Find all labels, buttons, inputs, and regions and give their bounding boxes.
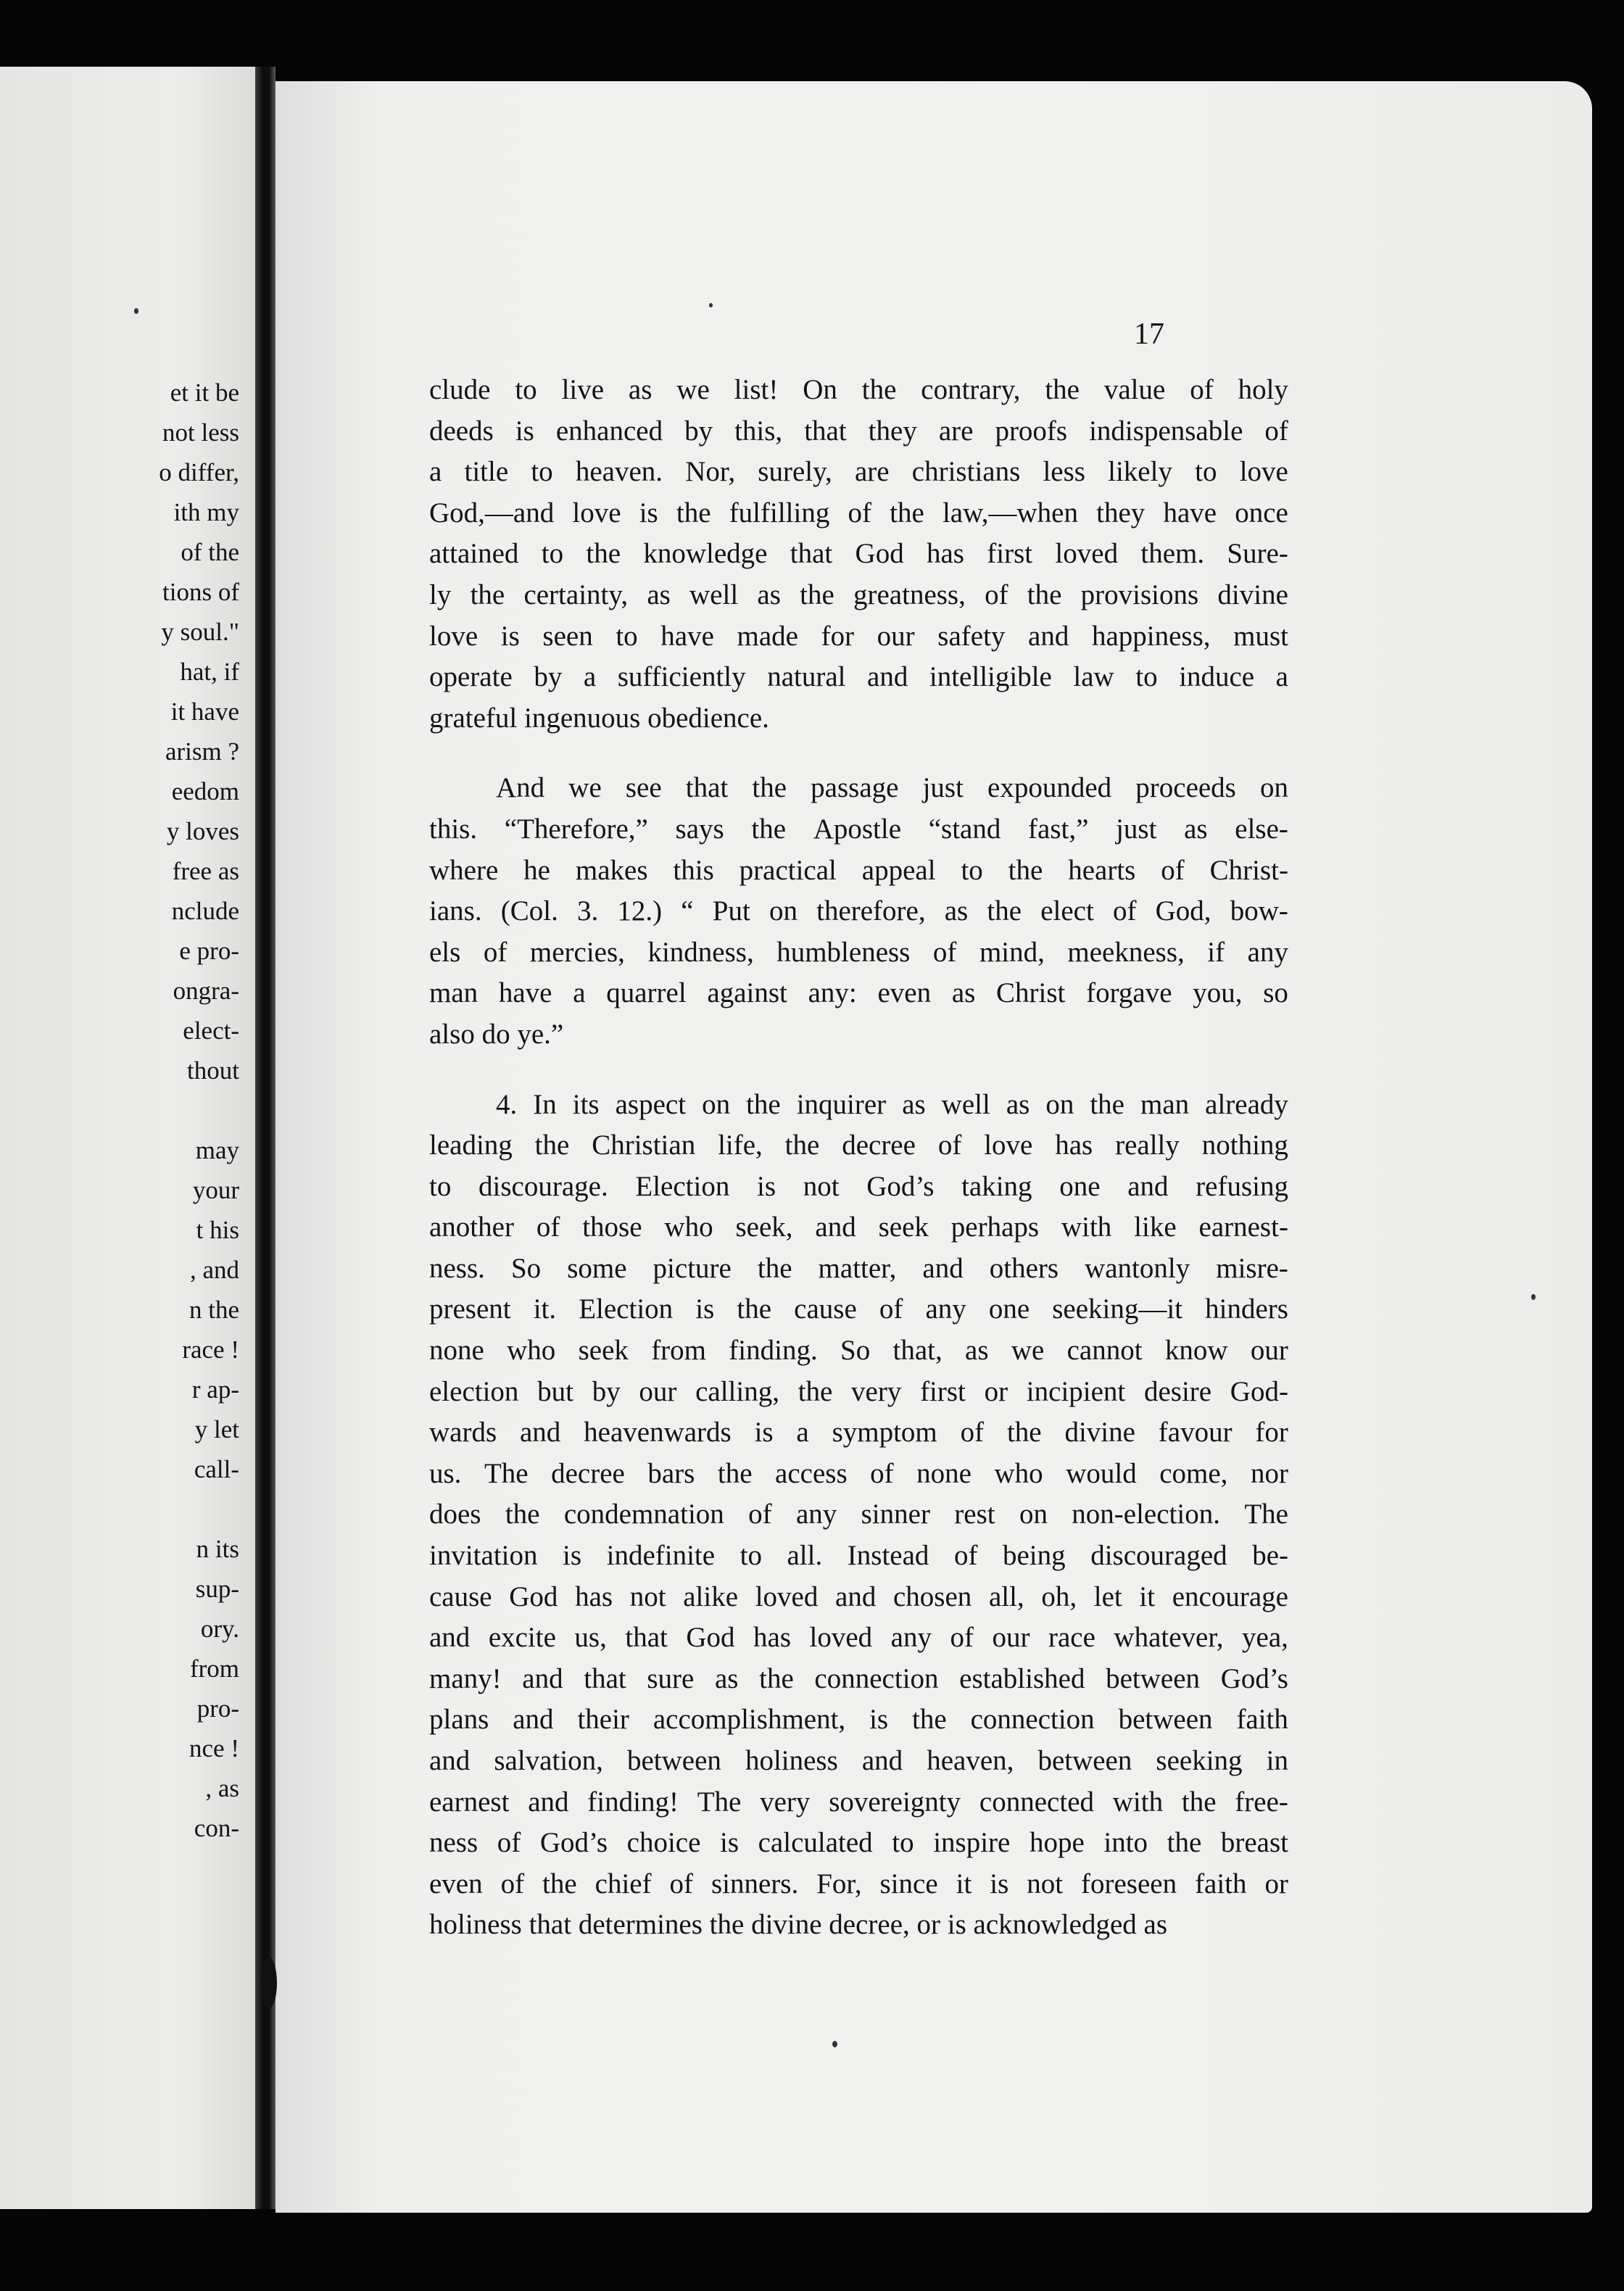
text-line: and salvation, between holiness and heaven, between seeking in xyxy=(429,1745,1288,1776)
scan-speck xyxy=(709,303,713,307)
scan-speck xyxy=(832,2041,837,2047)
scan-speck xyxy=(261,1958,277,2008)
previous-page-line-fragment: your xyxy=(192,1176,239,1204)
text-line: man have a quarrel against any: even as Christ forgave you, so xyxy=(429,977,1288,1009)
text-line: clude to live as we list! On the contrary, the value of holy xyxy=(429,374,1288,405)
previous-page-line-fragment: eedom xyxy=(171,777,239,805)
text-line: us. The decree bars the access of none who would come, nor xyxy=(429,1457,1288,1489)
text-line: deeds is enhanced by this, that they are proofs indispensable of xyxy=(429,415,1288,447)
text-line: ly the certainty, as well as the greatness, of the provisions divine xyxy=(429,579,1288,610)
text-line: cause God has not alike loved and chosen all, oh, let it encourage xyxy=(429,1580,1288,1612)
previous-page-line-fragment: y loves xyxy=(166,817,239,845)
previous-page-line-fragment: thout xyxy=(187,1056,239,1085)
previous-page-line-fragment: may xyxy=(195,1136,239,1164)
text-line: And we see that the passage just expounded proceeds on xyxy=(496,772,1288,804)
text-line: another of those who seek, and seek perhaps with like earnest- xyxy=(429,1211,1288,1243)
text-line: present it. Election is the cause of any one seeking—it hinders xyxy=(429,1293,1288,1325)
page-number: 17 xyxy=(1134,318,1164,351)
previous-page-line-fragment: e pro- xyxy=(179,937,239,965)
previous-page-line-fragment: free as xyxy=(172,857,239,885)
previous-page-line-fragment: n its xyxy=(196,1535,239,1563)
book-gutter xyxy=(255,67,276,2209)
text-line: plans and their accomplishment, is the connection between faith xyxy=(429,1704,1288,1736)
previous-page-line-fragment: of the xyxy=(181,538,239,566)
previous-page-line-fragment: nclude xyxy=(171,897,239,925)
text-line: 4. In its aspect on the inquirer as well as on the man already xyxy=(496,1088,1288,1120)
text-line: leading the Christian life, the decree of love has really nothing xyxy=(429,1130,1288,1161)
text-line: to discourage. Election is not God’s taking one and refusing xyxy=(429,1170,1288,1202)
text-line: God,—and love is the fulfilling of the law,—when they have once xyxy=(429,497,1288,529)
previous-page-line-fragment: , and xyxy=(189,1256,239,1284)
paragraph xyxy=(429,768,1288,1055)
text-line: even of the chief of sinners. For, since it is not foreseen faith or xyxy=(429,1868,1288,1900)
previous-page-line-fragment: y let xyxy=(194,1415,239,1443)
previous-page xyxy=(0,67,255,2209)
previous-page-line-fragment: t his xyxy=(196,1216,239,1244)
text-line: attained to the knowledge that God has first loved them. Sure- xyxy=(429,538,1288,570)
previous-page-line-fragment: nce ! xyxy=(189,1734,239,1762)
current-page xyxy=(276,81,1592,2213)
previous-page-line-fragment: r ap- xyxy=(191,1375,239,1404)
text-line: invitation is indefinite to all. Instead of being discouraged be- xyxy=(429,1540,1288,1572)
previous-page-line-fragment: n the xyxy=(188,1296,239,1324)
text-line: holiness that determines the divine decree, or is acknowledged as xyxy=(429,1909,1167,1941)
text-line: ness of God’s choice is calculated to inspire hope into the breast xyxy=(429,1827,1288,1859)
text-line: does the condemnation of any sinner rest on non-election. The xyxy=(429,1499,1288,1530)
previous-page-line-fragment: y soul." xyxy=(161,618,239,646)
previous-page-line-fragment xyxy=(0,1489,239,1529)
text-line: many! and that sure as the connection established between God’s xyxy=(429,1662,1288,1694)
previous-page-text xyxy=(0,373,239,1848)
text-line: earnest and finding! The very sovereignty connected with the free- xyxy=(429,1786,1288,1818)
text-line: love is seen to have made for our safety and happiness, must xyxy=(429,620,1288,652)
previous-page-line-fragment: sup- xyxy=(195,1575,239,1603)
text-line: ness. So some picture the matter, and others wantonly misre- xyxy=(429,1252,1288,1284)
paragraph xyxy=(429,370,1288,739)
text-line: also do ye.” xyxy=(429,1018,564,1050)
previous-page-line-fragment xyxy=(0,1090,239,1130)
previous-page-line-fragment: arism ? xyxy=(165,737,239,766)
previous-page-line-fragment: from xyxy=(189,1654,239,1683)
text-line: grateful ingenuous obedience. xyxy=(429,702,769,734)
text-line: none who seek from finding. So that, as we cannot know our xyxy=(429,1335,1288,1367)
scan-speck xyxy=(1531,1294,1536,1300)
text-line: a title to heaven. Nor, surely, are christians less likely to love xyxy=(429,456,1288,488)
previous-page-line-fragment: ongra- xyxy=(173,977,239,1005)
previous-page-line-fragment: ory. xyxy=(200,1615,239,1643)
page-body-text xyxy=(429,370,1288,1946)
previous-page-line-fragment: con- xyxy=(194,1814,239,1842)
text-line: where he makes this practical appeal to the hearts of Christ- xyxy=(429,854,1288,886)
previous-page-line-fragment: elect- xyxy=(183,1016,239,1045)
paragraph-gap xyxy=(429,739,1288,768)
previous-page-line-fragment: , as xyxy=(205,1774,239,1802)
text-line: els of mercies, kindness, humbleness of mind, meekness, if any xyxy=(429,936,1288,968)
previous-page-line-fragment: not less xyxy=(162,418,239,447)
previous-page-line-fragment: ith my xyxy=(173,498,239,526)
previous-page-line-fragment: race ! xyxy=(182,1335,239,1364)
previous-page-line-fragment: tions of xyxy=(162,578,239,606)
previous-page-line-fragment: et it be xyxy=(170,378,239,407)
previous-page-line-fragment: o differ, xyxy=(159,458,239,486)
text-line: wards and heavenwards is a symptom of the divine favour for xyxy=(429,1417,1288,1449)
text-line: this. “Therefore,” says the Apostle “stand fast,” just as else- xyxy=(429,813,1288,845)
previous-page-line-fragment: pro- xyxy=(196,1694,239,1723)
paragraph-gap xyxy=(429,1056,1288,1085)
previous-page-line-fragment: it have xyxy=(170,697,239,726)
text-line: operate by a sufficiently natural and intelligible law to induce a xyxy=(429,661,1288,693)
scan-speck xyxy=(134,308,138,314)
text-line: ians. (Col. 3. 12.) “ Put on therefore, as the elect of God, bow- xyxy=(429,895,1288,927)
text-line: and excite us, that God has loved any of our race whatever, yea, xyxy=(429,1622,1288,1654)
previous-page-line-fragment: hat, if xyxy=(180,658,239,686)
paragraph xyxy=(429,1085,1288,1946)
previous-page-line-fragment: call- xyxy=(194,1455,239,1483)
text-line: election but by our calling, the very first or incipient desire God- xyxy=(429,1375,1288,1407)
